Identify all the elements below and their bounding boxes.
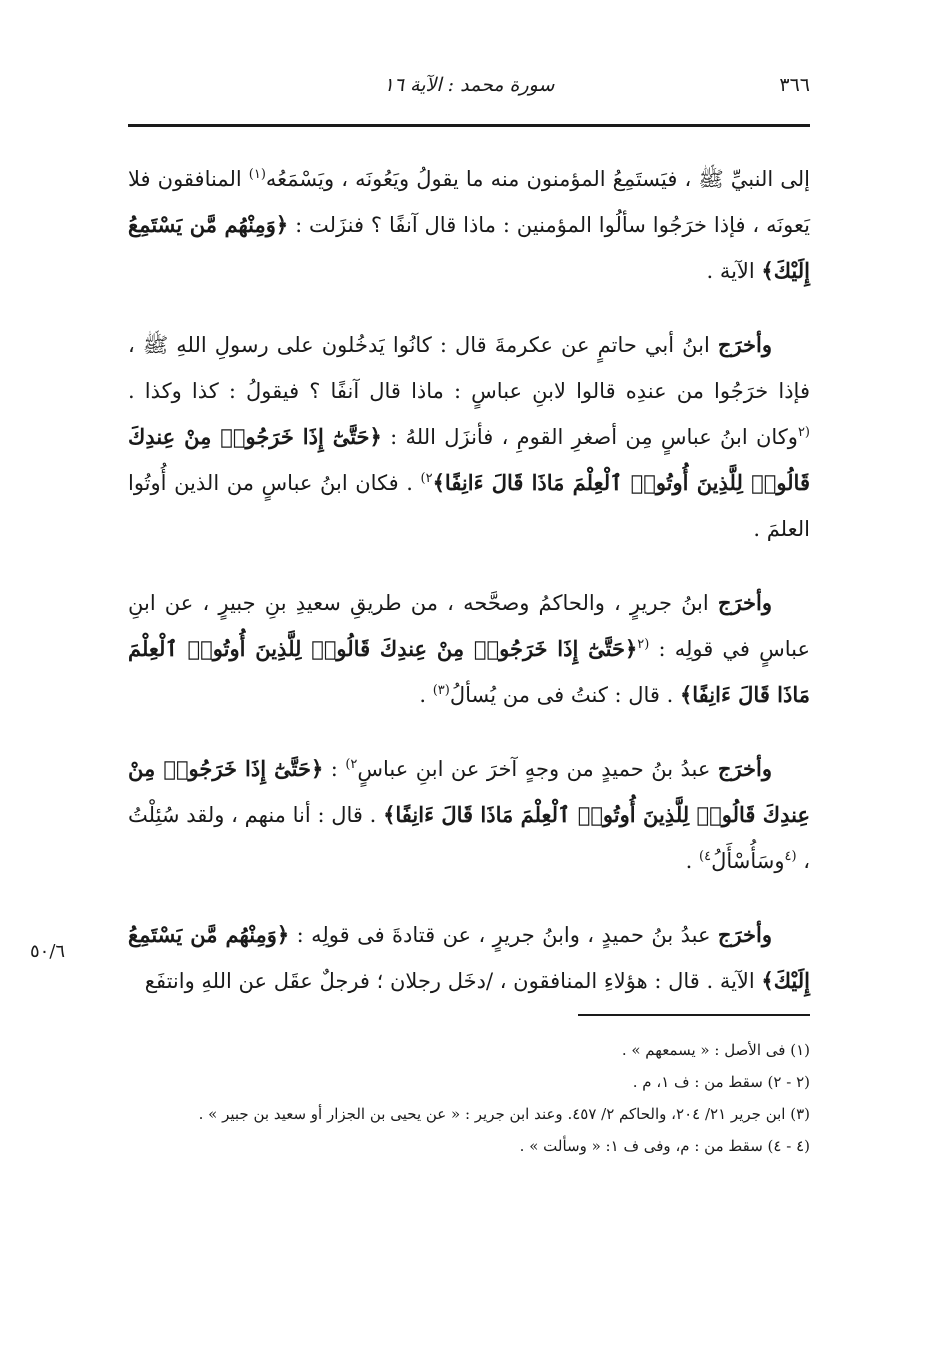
quran-verse: ﴿حَتَّىٰٓ إِذَا خَرَجُوا۟ مِنْ عِندِكَ قَالُوا۟ لِلَّذِينَ أُوتُوا۟ ٱلْعِلْمَ مَاذَا قَالَ ءَانِفًا﴾ — [128, 636, 810, 707]
text-run: : — [323, 757, 346, 781]
lead-word: وأخرَج — [717, 332, 772, 357]
footnote: (٢ - ٢) سقط من : ف ١، م . — [632, 1073, 810, 1091]
lead-word: وأخرَج — [717, 590, 772, 615]
text-run: . — [419, 683, 433, 707]
quran-verse: ﴿وَمِنْهُم مَّن يَسْتَمِعُ إِلَيْكَ﴾ — [128, 922, 810, 993]
margin-folio-reference: ٥٠/٦ — [30, 941, 66, 962]
running-title: سورة محمد : الآية ١٦ — [383, 74, 555, 96]
text-run: . قال : كنتُ فى من يُسألُ — [449, 683, 680, 707]
page-number: ٣٦٦ — [779, 74, 810, 96]
footnote-rule — [578, 1014, 810, 1016]
footnote-marker: ٢) — [420, 471, 433, 486]
footnote-marker: ٤) — [699, 849, 712, 864]
main-text — [128, 156, 810, 1032]
text-run: إلى النبيِّ ﷺ ، فيَستَمِعُ المؤمنون منه ما يقولُ ويَعُونَه ، ويَسْمَعُه — [265, 167, 810, 191]
text-run: الآية . قال : هؤلاءِ المنافقون ، /دخَل رجلان ؛ فرجلٌ عقَل عن اللهِ وانتفَع — [144, 969, 762, 993]
footnote: (١) فى الأصل : « يسمعهم » . — [621, 1041, 810, 1059]
page-header — [128, 74, 810, 108]
text-run: الآية . — [706, 259, 762, 283]
text-run: ابنُ جريرٍ ، والحاكمُ وصحَّحه ، من طريقِ سعيدِ بنِ جبيرٍ ، عن ابنِ عباسٍ في قولِه : — [128, 591, 810, 661]
paragraph — [128, 746, 810, 884]
footnote-marker: (٢ — [797, 425, 810, 440]
paragraph — [128, 580, 810, 718]
text-run: المنافقون فلا يَعونَه ، فإذا خرَجُوا سألُوا المؤمنين : ماذا قال آنفًا ؟ فنزَلت : — [128, 167, 810, 237]
quran-verse: ﴿حَتَّىٰٓ إِذَا خَرَجُوا۟ مِنْ عِندِكَ قَالُوا۟ لِلَّذِينَ أُوتُوا۟ ٱلْعِلْمَ مَاذَا قَالَ ءَانِفًا﴾ — [128, 756, 810, 827]
quran-verse: ﴿حَتَّىٰٓ إِذَا خَرَجُوا۟ مِنْ عِندِكَ قَالُوا۟ لِلَّذِينَ أُوتُوا۟ ٱلْعِلْمَ مَاذَا قَالَ ءَانِفًا﴾ — [128, 424, 810, 495]
text-run: وكان ابنُ عباسٍ مِن أصغرِ القومِ ، فأنزَل اللهُ : — [381, 425, 798, 449]
footnotes — [128, 1034, 810, 1162]
footnote-marker: (١) — [248, 167, 266, 182]
paragraph — [128, 156, 810, 294]
text-run: . قال : أنا منهم ، ولقد سُئِلْتُ ، — [128, 803, 810, 873]
quran-verse: ﴿وَمِنْهُم مَّن يَسْتَمِعُ إِلَيْكَ﴾ — [128, 212, 810, 283]
text-run: عبدُ بنُ حميدٍ ، وابنُ جريرٍ ، عن قتادةَ فى قولِه : — [289, 923, 718, 947]
footnote-marker: (٣) — [432, 683, 450, 698]
paragraph — [128, 912, 810, 1004]
footnote: (٤ - ٤) سقط من : م، وفى ف ١: « وسألت » . — [519, 1137, 810, 1155]
lead-word: وأخرَج — [717, 756, 772, 781]
footnote-marker: (٢ — [637, 637, 650, 652]
text-run: ابنُ أبي حاتمٍ عن عكرمةَ قال : كانُوا يَدخُلون على رسولِ اللهِ ﷺ ، فإذا خرَجُوا من عندِه قالوا لابنِ عباسٍ : ماذا قال آنفًا ؟ فيقولُ : كذا وكذا . — [128, 333, 810, 403]
header-rule — [128, 124, 810, 127]
paragraph — [128, 322, 810, 552]
footnote-marker: (٤ — [784, 849, 797, 864]
footnote-marker: ٢) — [345, 757, 358, 772]
lead-word: وأخرَج — [717, 922, 773, 947]
text-run: وسَأُسْأَلُ — [711, 849, 785, 873]
footnote: (٣) ابن جرير ٢١/ ٢٠٤، والحاكم ٢/ ٤٥٧. وعند ابن جرير : « عن يحيى بن الجزار أو سعيد بن جبير » . — [198, 1105, 810, 1123]
text-run: . — [685, 849, 700, 873]
text-run: . فكان ابنُ عباسٍ من الذين أُوتُوا العلمَ . — [128, 471, 810, 541]
text-run: عبدُ بنُ حميدٍ من وجهٍ آخرَ عن ابنِ عباسٍ — [357, 757, 718, 781]
